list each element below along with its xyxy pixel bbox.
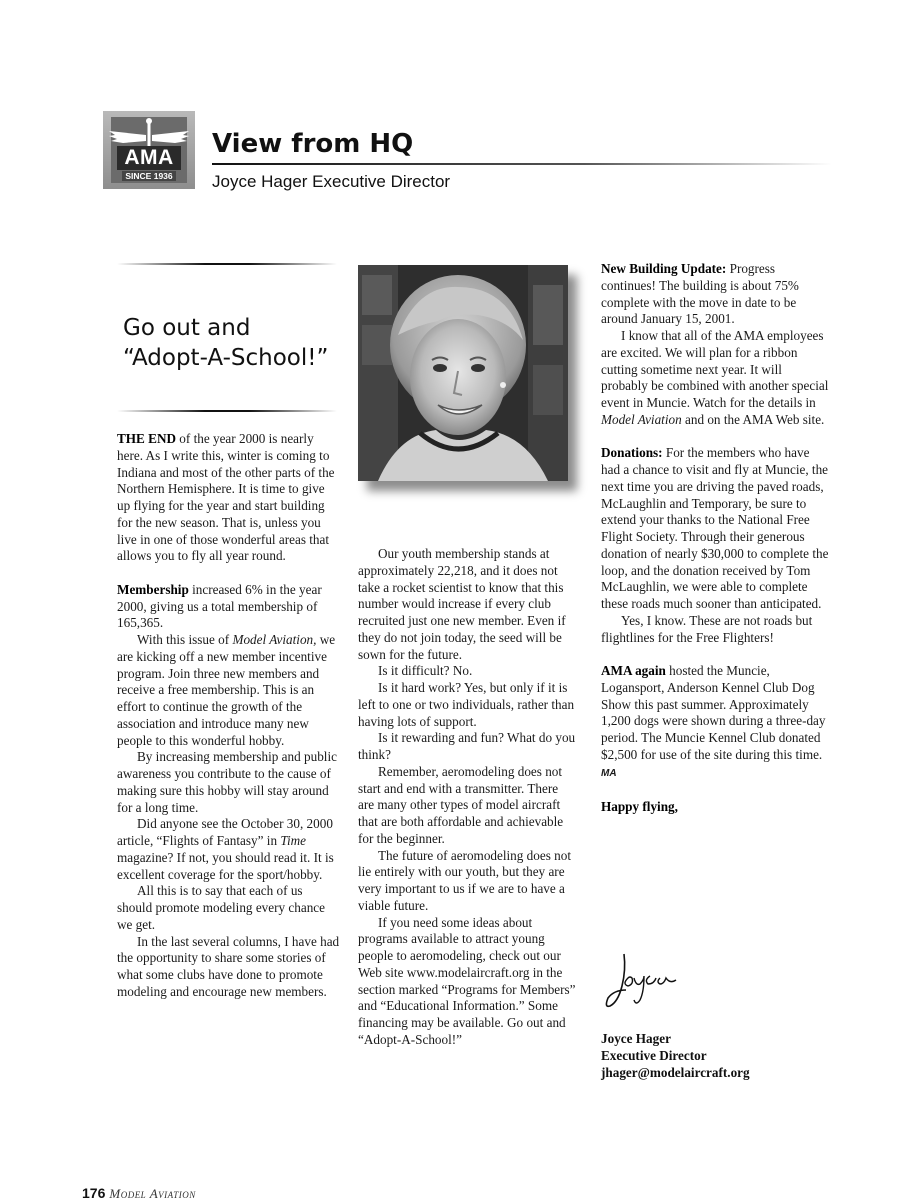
intro-paragraph: of the year 2000 is nearly here. As I write this, winter is coming to Indiana and most of the other parts of the Northern Hemisphere. It is time to give up flying for the year and start building for the new season. That is, unless you live in one of those wonderful areas that allows you to fly all year round. (117, 431, 335, 564)
donations-paragraph: For the members who have had a chance to visit and fly at Muncie, the next time you are driving the paved roads, McLaughlin and Temporary, be sure to extend your thanks to the National Free Flight Society. Through their generous donation of nearly $30,000 to complete the loop, and the donation received by Tom McLaughlin, we were able to complete these roads much sooner than anticipated. (601, 445, 829, 611)
future-paragraph: The future of aeromodeling does not lie entirely with our youth, but they are very important to us if we are to have a viable future. (358, 847, 571, 913)
headline-bottom-rule (117, 410, 337, 412)
signer-title: Executive Director (601, 1048, 707, 1063)
model-aviation-italic: Model Aviation (601, 411, 682, 427)
folio-magazine-name: Model Aviation (109, 1186, 196, 1201)
article-headline (123, 313, 353, 373)
transmitter-paragraph: Remember, aeromodeling does not start and end with a transmitter. There are many other types of model aircraft that are both affordable and achievable for the beginner. (358, 763, 564, 846)
lead-in-ama-again: AMA again (601, 663, 666, 678)
lead-in-membership: Membership (117, 581, 189, 597)
closing-line: Happy flying, (601, 799, 678, 814)
logo-since-year: SINCE 1936 (122, 171, 176, 181)
membership-paragraph: increased 6% in the year 2000, giving us a total membership of 165,365. (117, 581, 322, 631)
headline-line-2: “Adopt-A-School!” (123, 345, 329, 371)
lead-in-donations: Donations: (601, 445, 663, 461)
lead-in-new-building: New Building Update: (601, 261, 727, 276)
page-number: 176 (82, 1185, 106, 1201)
page-folio (82, 1184, 196, 1203)
youth-membership-paragraph: Our youth membership stands at approximately 22,218, and it does not take a rocket scientist to know that this number would increase if every club recruited just one new member. Even if they do not join today, the seed will be sown for the future. (358, 546, 566, 662)
signer-name: Joyce Hager (601, 1031, 671, 1046)
promote-paragraph: All this is to say that each of us should promote modeling every chance we get. (117, 883, 326, 932)
title-divider (212, 163, 832, 165)
hard-work-paragraph: Is it hard work? Yes, but only if it is left to one or two individuals, rather than having lots of support. (358, 680, 575, 729)
difficult-paragraph: Is it difficult? No. (378, 663, 473, 679)
awareness-paragraph: By increasing membership and public awareness you contribute to the cause of making sure this hobby will stay around for a long time. (117, 749, 337, 815)
flightlines-paragraph: Yes, I know. These are not roads but flightlines for the Free Flighters! (601, 612, 813, 645)
column-one-text (117, 431, 341, 1001)
headline-line-1: Go out and (123, 315, 251, 341)
ama-logo (103, 111, 195, 189)
rewarding-paragraph: Is it rewarding and fun? What do you think? (358, 730, 576, 762)
handwritten-signature (604, 950, 694, 1017)
author-portrait-photo (358, 265, 568, 481)
ma-end-mark: MA (601, 767, 617, 779)
column-byline: Joyce Hager Executive Director (212, 172, 451, 191)
clubs-paragraph: In the last several columns, I have had the opportunity to share some stories of what some clubs have done to promote modeling and encourage new members. (117, 933, 340, 999)
dog-show-paragraph: hosted the Muncie, Logansport, Anderson Kennel Club Dog Show this past summer. Approximately 1,200 dogs were shown during a three-day period. The Muncie Kennel Club donated $2,500 for use of the site during this time. (601, 663, 826, 762)
programs-paragraph: If you need some ideas about programs available to attract young people to aeromodeling, check out our Web site www.modelaircraft.org in the section marked “Programs for Members” and “Educational Information.” Some financing may be available. Go out and “Adopt-A-School!” (358, 914, 576, 1047)
time-article-paragraph-start: Did anyone see the October 30, 2000 article, “Flights of Fantasy” in (117, 816, 333, 848)
ribbon-paragraph-end: and on the AMA Web site. (681, 411, 825, 427)
column-two-text (358, 546, 576, 1049)
ribbon-paragraph-start: I know that all of the AMA employees are excited. We will plan for a ribbon cutting sometime next year. It will probably be combined with another special event in Muncie. Watch for the details in (601, 328, 829, 410)
logo-abbreviation: AMA (124, 146, 174, 169)
column-title: View from HQ (212, 129, 414, 159)
lead-in-the-end: THE END (117, 431, 176, 446)
magazine-title-italic: Model Aviation, (232, 632, 317, 647)
incentive-paragraph-start: With this issue of (137, 632, 233, 647)
signature-block (601, 1030, 841, 1081)
column-three-text (601, 261, 831, 816)
incentive-paragraph-end: we are kicking off a new member incentive program. Join three new members and receive a free membership. This is an effort to continue the growth of the association and introduce many new people to this wonderful hobby. (117, 632, 336, 748)
headline-top-rule (117, 263, 337, 265)
time-magazine-italic: Time (280, 833, 306, 848)
signer-email: jhager@modelaircraft.org (601, 1065, 750, 1080)
time-article-paragraph-end: magazine? If not, you should read it. It is excellent coverage for the sport/hobby. (117, 849, 334, 882)
building-paragraph: Progress continues! The building is about 75% complete with the move in date to be around January 15, 2001. (601, 261, 799, 327)
